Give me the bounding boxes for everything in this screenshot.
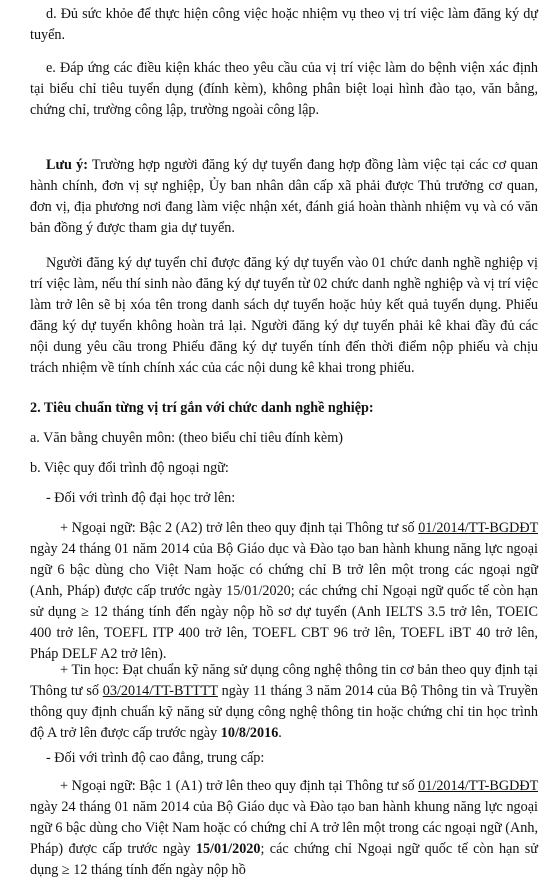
univ-lang-text: + Ngoại ngữ: Bậc 2 (A2) trở lên theo quy định tại Thông tư số (60, 520, 419, 536)
paragraph-e: e. Đáp ứng các điều kiện khác theo yêu cầu của vị trí việc làm do bệnh viện xác định tại biểu chỉ tiêu tuyển dụng (đính kèm), không phân biệt loại hình đào tạo, văn bằng, chứng chỉ, trường công lập, trường ngoài công lập. (30, 60, 538, 118)
university-heading: - Đối với trình độ đại học trở lên: (46, 490, 236, 506)
college-lang-text: + Ngoại ngữ: Bậc 1 (A1) trở lên theo quy định tại Thông tư số (60, 778, 419, 794)
note-label: Lưu ý: (46, 157, 88, 173)
college-language-paragraph (30, 776, 538, 879)
college-lang-text-cont: ngày 24 tháng 01 năm 2014 của Bộ Giáo dục và Đào tạo ban hành khung năng lực ngoại ngữ 6 bậc dùng cho Việt Nam hoặc có chứng chỉ A trở lên một trong các ngoại ngữ (Anh, Pháp) được cấp trước ngày (30, 799, 538, 857)
item-a: a. Văn bằng chuyên môn: (theo biểu chỉ tiêu đính kèm) (30, 430, 343, 446)
registration-paragraph: Người đăng ký dự tuyển chỉ được đăng ký dự tuyển vào 01 chức danh nghề nghiệp vị trí việc làm, nếu thí sinh nào đăng ký dự tuyển từ 02 chức danh nghề nghiệp và vị trí việc làm trở lên sẽ bị xóa tên trong danh sách dự tuyển hoặc hủy kết quả tuyển dụng. Phiếu đăng ký dự tuyển không hoàn trả lại. Người đăng ký dự tuyển phải kê khai đầy đủ các nội dung yêu cầu trong Phiếu đăng ký dự tuyển tính đến thời điểm nộp phiếu và chịu trách nhiệm về tính chính xác của các nội dung kê khai trong phiếu. (30, 255, 538, 376)
university-it-paragraph (30, 660, 538, 744)
univ-lang-text-cont: ngày 24 tháng 01 năm 2014 của Bộ Giáo dục và Đào tạo ban hành khung năng lực ngoại ngữ 6 bậc dùng cho Việt Nam hoặc có chứng chỉ B trở lên một trong các ngoại ngữ (Anh, Pháp) được cấp trước ngày 15/01/2020; các chứng chỉ Ngoại ngữ quốc tế còn hạn sử dụng ≥ 12 tháng tính đến ngày nộp hồ sơ dự tuyển (Anh IELTS 3.5 trở lên, TOEIC 400 trở lên, TOEFL ITP 400 trở lên, TOEFL CBT 96 trở lên, TOEFL iBT 40 trở lên, Pháp DELF A2 trở lên). (30, 541, 538, 662)
univ-it-text-cont: ngày 11 tháng 3 năm 2014 của Bộ Thông tin và Truyền thông quy định chuẩn kỹ năng sử dụng công nghệ thông tin hoặc chứng chỉ tin học trình độ A trở lên được cấp trước ngày (30, 683, 538, 741)
item-b: b. Việc quy đổi trình độ ngoại ngữ: (30, 460, 229, 476)
college-lang-text-end: ; các chứng chỉ Ngoại ngữ quốc tế còn hạn sử dụng ≥ 12 tháng tính đến ngày nộp hồ (30, 841, 538, 878)
deadline-date: 10/8/2016 (220, 725, 279, 741)
section-heading-2: 2. Tiêu chuẩn từng vị trí gắn với chức danh nghề nghiệp: (30, 400, 374, 416)
circular-ref: 01/2014/TT-BGDĐT (418, 520, 538, 536)
university-language-paragraph (30, 518, 538, 665)
circular-ref: 03/2014/TT-BTTTT (102, 683, 218, 699)
note-paragraph (30, 155, 538, 239)
sentence-end: . (278, 725, 282, 741)
paragraph-d: d. Đủ sức khỏe để thực hiện công việc hoặc nhiệm vụ theo vị trí việc làm đăng ký dự tuyển. (30, 6, 538, 43)
univ-it-text: + Tin học: Đạt chuẩn kỹ năng sử dụng công nghệ thông tin cơ bản theo quy định tại Thông tư số (30, 662, 538, 699)
college-heading: - Đối với trình độ cao đẳng, trung cấp: (46, 750, 265, 766)
note-text: Trường hợp người đăng ký dự tuyển đang hợp đồng làm việc tại các cơ quan hành chính, đơn vị sự nghiệp, Ủy ban nhân dân cấp xã phải được Thủ trưởng cơ quan, đơn vị, địa phương nơi đang làm việc nhận xét, đánh giá hoàn thành nhiệm vụ và có văn bản đồng ý được tham gia dự tuyển. (30, 157, 539, 236)
deadline-date: 15/01/2020 (195, 841, 261, 857)
circular-ref: 01/2014/TT-BGDĐT (418, 778, 538, 794)
